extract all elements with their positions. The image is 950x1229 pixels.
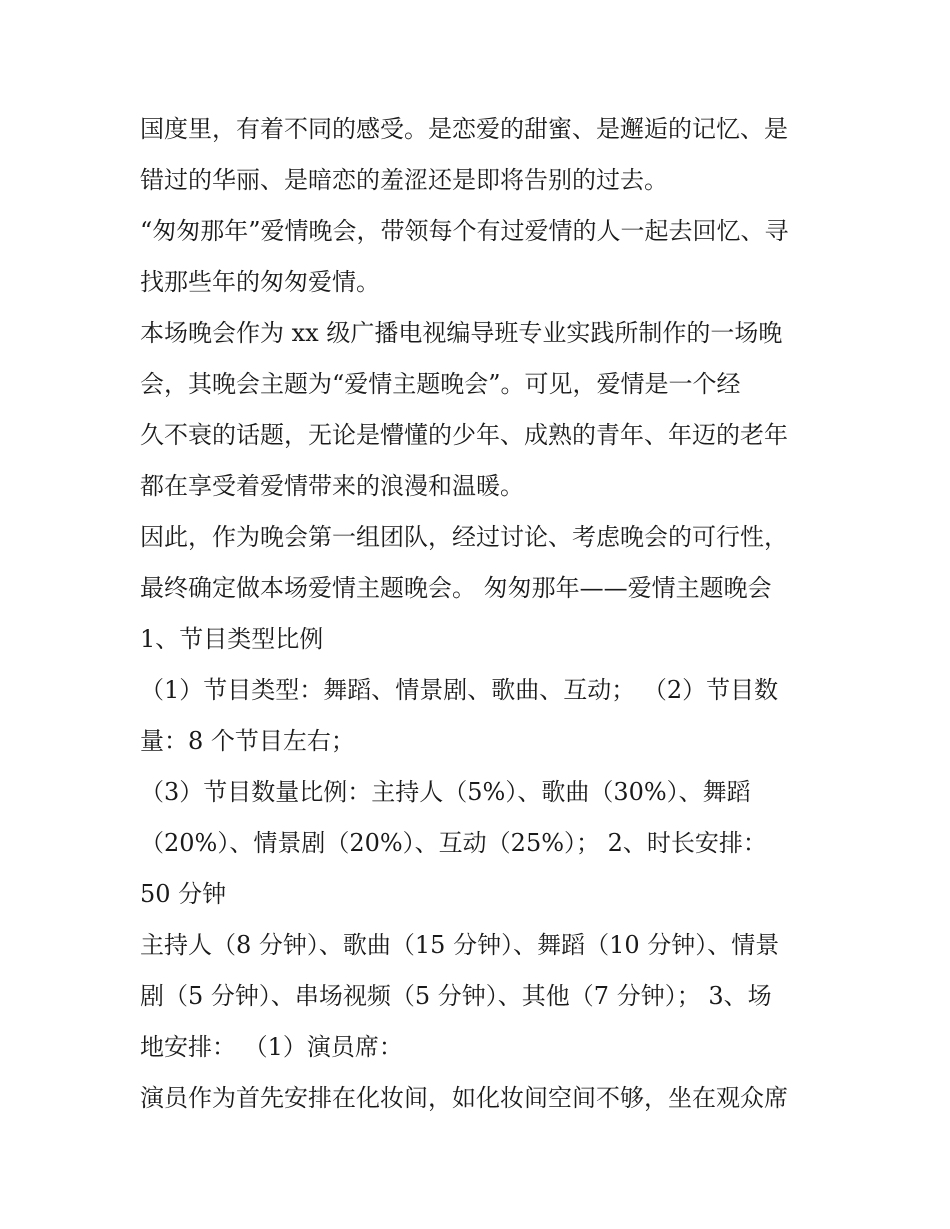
- section-heading: 1、节目类型比例: [140, 625, 324, 653]
- text-line: 地安排： （1）演员席：: [140, 1033, 403, 1061]
- text-line: 错过的华丽、是暗恋的羞涩还是即将告别的过去。: [140, 166, 668, 194]
- text-line: （20%）、情景剧（20%）、互动（25%）； 2、时长安排：: [140, 829, 767, 857]
- text-line: 因此，作为晚会第一组团队，经过讨论、考虑晚会的可行性，: [140, 523, 788, 551]
- text-line: （1）节目类型：舞蹈、情景剧、歌曲、互动； （2）节目数: [140, 676, 779, 704]
- text-line: 主持人（8 分钟）、歌曲（15 分钟）、舞蹈（10 分钟）、情景: [140, 931, 780, 959]
- text-line: 演员作为首先安排在化妆间，如化妆间空间不够，坐在观众席: [140, 1084, 788, 1112]
- text-line: 量：8 个节目左右；: [140, 727, 355, 755]
- text-line: （3）节目数量比例：主持人（5%）、歌曲（30%）、舞蹈: [140, 778, 751, 806]
- text-line: “匆匆那年”爱情晚会，带领每个有过爱情的人一起去回忆、寻: [140, 217, 789, 245]
- text-line: 最终确定做本场爱情主题晚会。 匆匆那年——爱情主题晚会: [140, 574, 772, 602]
- text-line: 找那些年的匆匆爱情。: [140, 268, 380, 296]
- text-line: 剧（5 分钟）、串场视频（5 分钟）、其他（7 分钟）； 3、场: [140, 982, 772, 1010]
- text-line: 50 分钟: [140, 880, 227, 908]
- text-line: 久不衰的话题，无论是懵懂的少年、成熟的青年、年迈的老年: [140, 421, 788, 449]
- text-line: 本场晚会作为 xx 级广播电视编导班专业实践所制作的一场晚: [140, 319, 783, 347]
- text-line: 国度里，有着不同的感受。是恋爱的甜蜜、是邂逅的记忆、是: [140, 115, 788, 143]
- text-line: 都在享受着爱情带来的浪漫和温暖。: [140, 472, 524, 500]
- text-line: 会，其晚会主题为“爱情主题晚会”。可见，爱情是一个经: [140, 370, 741, 398]
- document-body: [140, 104, 830, 1124]
